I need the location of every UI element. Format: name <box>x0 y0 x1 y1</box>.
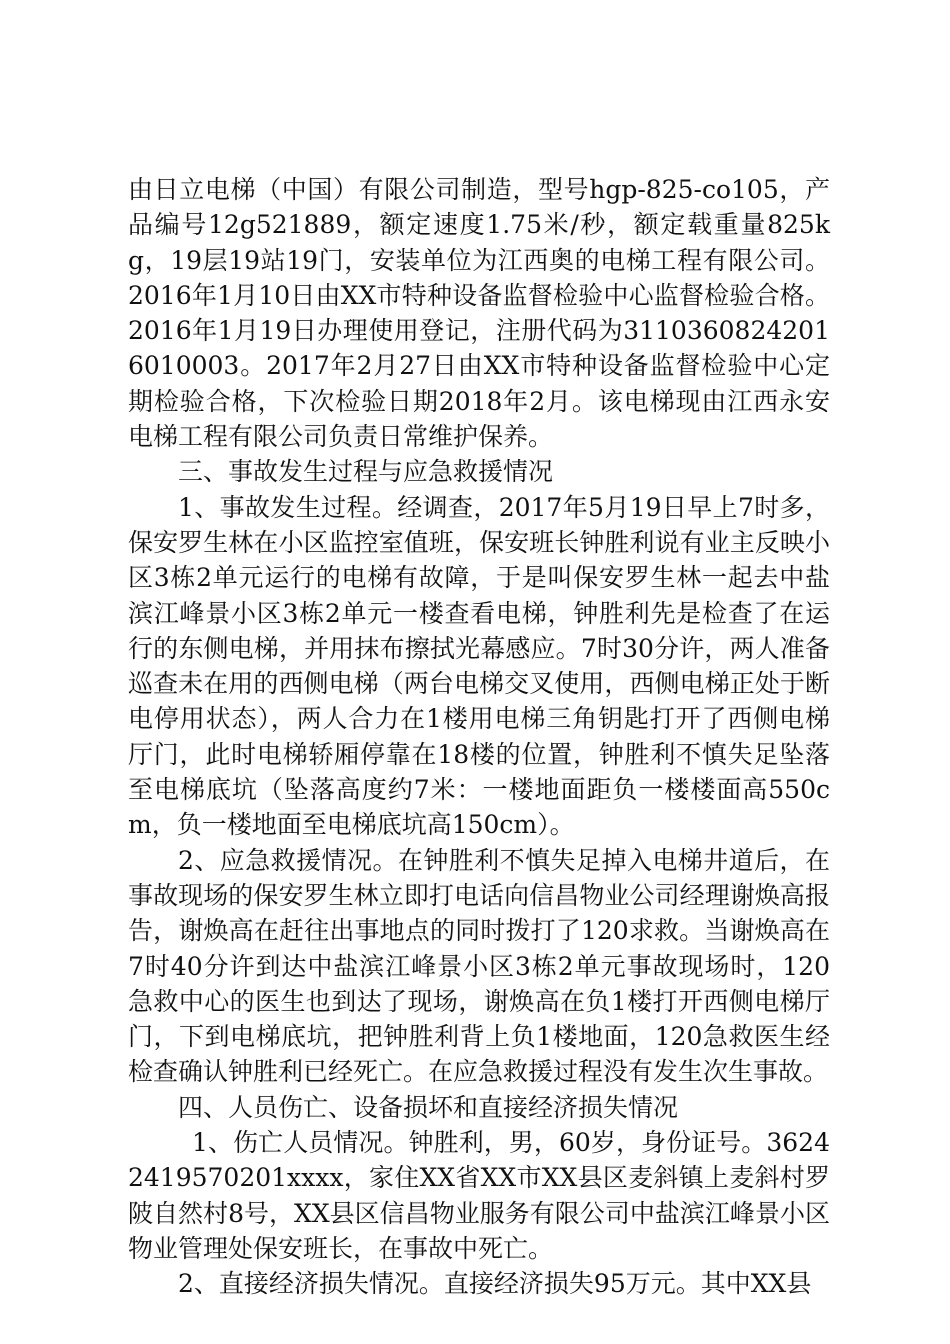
section-heading-accident-process: 三、事故发生过程与应急救援情况 <box>178 457 554 487</box>
paragraph-elevator-info: 由日立电梯（中国）有限公司制造，型号hgp-825-co105，产品编号12g521889，额定速度1.75米/秒，额定载重量825kg，19层19站19门，安装单位为江西奥的电梯工程有限公司。2016年1月10日由XX市特种设备监督检验中心监督检验合格。2016年1月19日办理使用登记，注册代码为31103608242016010003。2017年2月27日由XX市特种设备监督检验中心定期检验合格，下次检验日期2018年2月。该电梯现由江西永安电梯工程有限公司负责日常维护保养。 <box>128 175 830 452</box>
paragraph-casualties: 1、伤亡人员情况。钟胜利，男，60岁，身份证号。36242419570201xxxx，家住XX省XX市XX县区麦斜镇上麦斜村罗陂自然村8号，XX县区信昌物业服务有限公司中盐滨江峰景小区物业管理处保安班长，在事故中死亡。 <box>128 1128 830 1263</box>
section-heading-casualties-losses: 四、人员伤亡、设备损坏和直接经济损失情况 <box>178 1092 679 1122</box>
document-body <box>128 172 830 1302</box>
paragraph-economic-loss: 2、直接经济损失情况。直接经济损失95万元。其中XX县 <box>178 1269 812 1299</box>
paragraph-emergency-rescue: 2、应急救援情况。在钟胜利不慎失足掉入电梯井道后，在事故现场的保安罗生林立即打电话向信昌物业公司经理谢焕高报告，谢焕高在赶往出事地点的同时拨打了120求救。当谢焕高在7时40分许到达中盐滨江峰景小区3栋2单元事故现场时，120急救中心的医生也到达了现场，谢焕高在负1楼打开西侧电梯厅门，下到电梯底坑，把钟胜利背上负1楼地面，120急救医生经检查确认钟胜利已经死亡。在应急救援过程没有发生次生事故。 <box>128 845 830 1087</box>
paragraph-accident-process: 1、事故发生过程。经调查，2017年5月19日早上7时多，保安罗生林在小区监控室值班，保安班长钟胜利说有业主反映小区3栋2单元运行的电梯有故障，于是叫保安罗生林一起去中盐滨江峰景小区3栋2单元一楼查看电梯，钟胜利先是检查了在运行的东侧电梯，并用抹布擦拭光幕感应。7时30分许，两人准备巡查未在用的西侧电梯（两台电梯交叉使用，西侧电梯正处于断电停用状态），两人合力在1楼用电梯三角钥匙打开了西侧电梯厅门，此时电梯轿厢停靠在18楼的位置，钟胜利不慎失足坠落至电梯底坑（坠落高度约7米：一楼地面距负一楼楼面高550cm，负一楼地面至电梯底坑高150cm）。 <box>128 492 830 840</box>
